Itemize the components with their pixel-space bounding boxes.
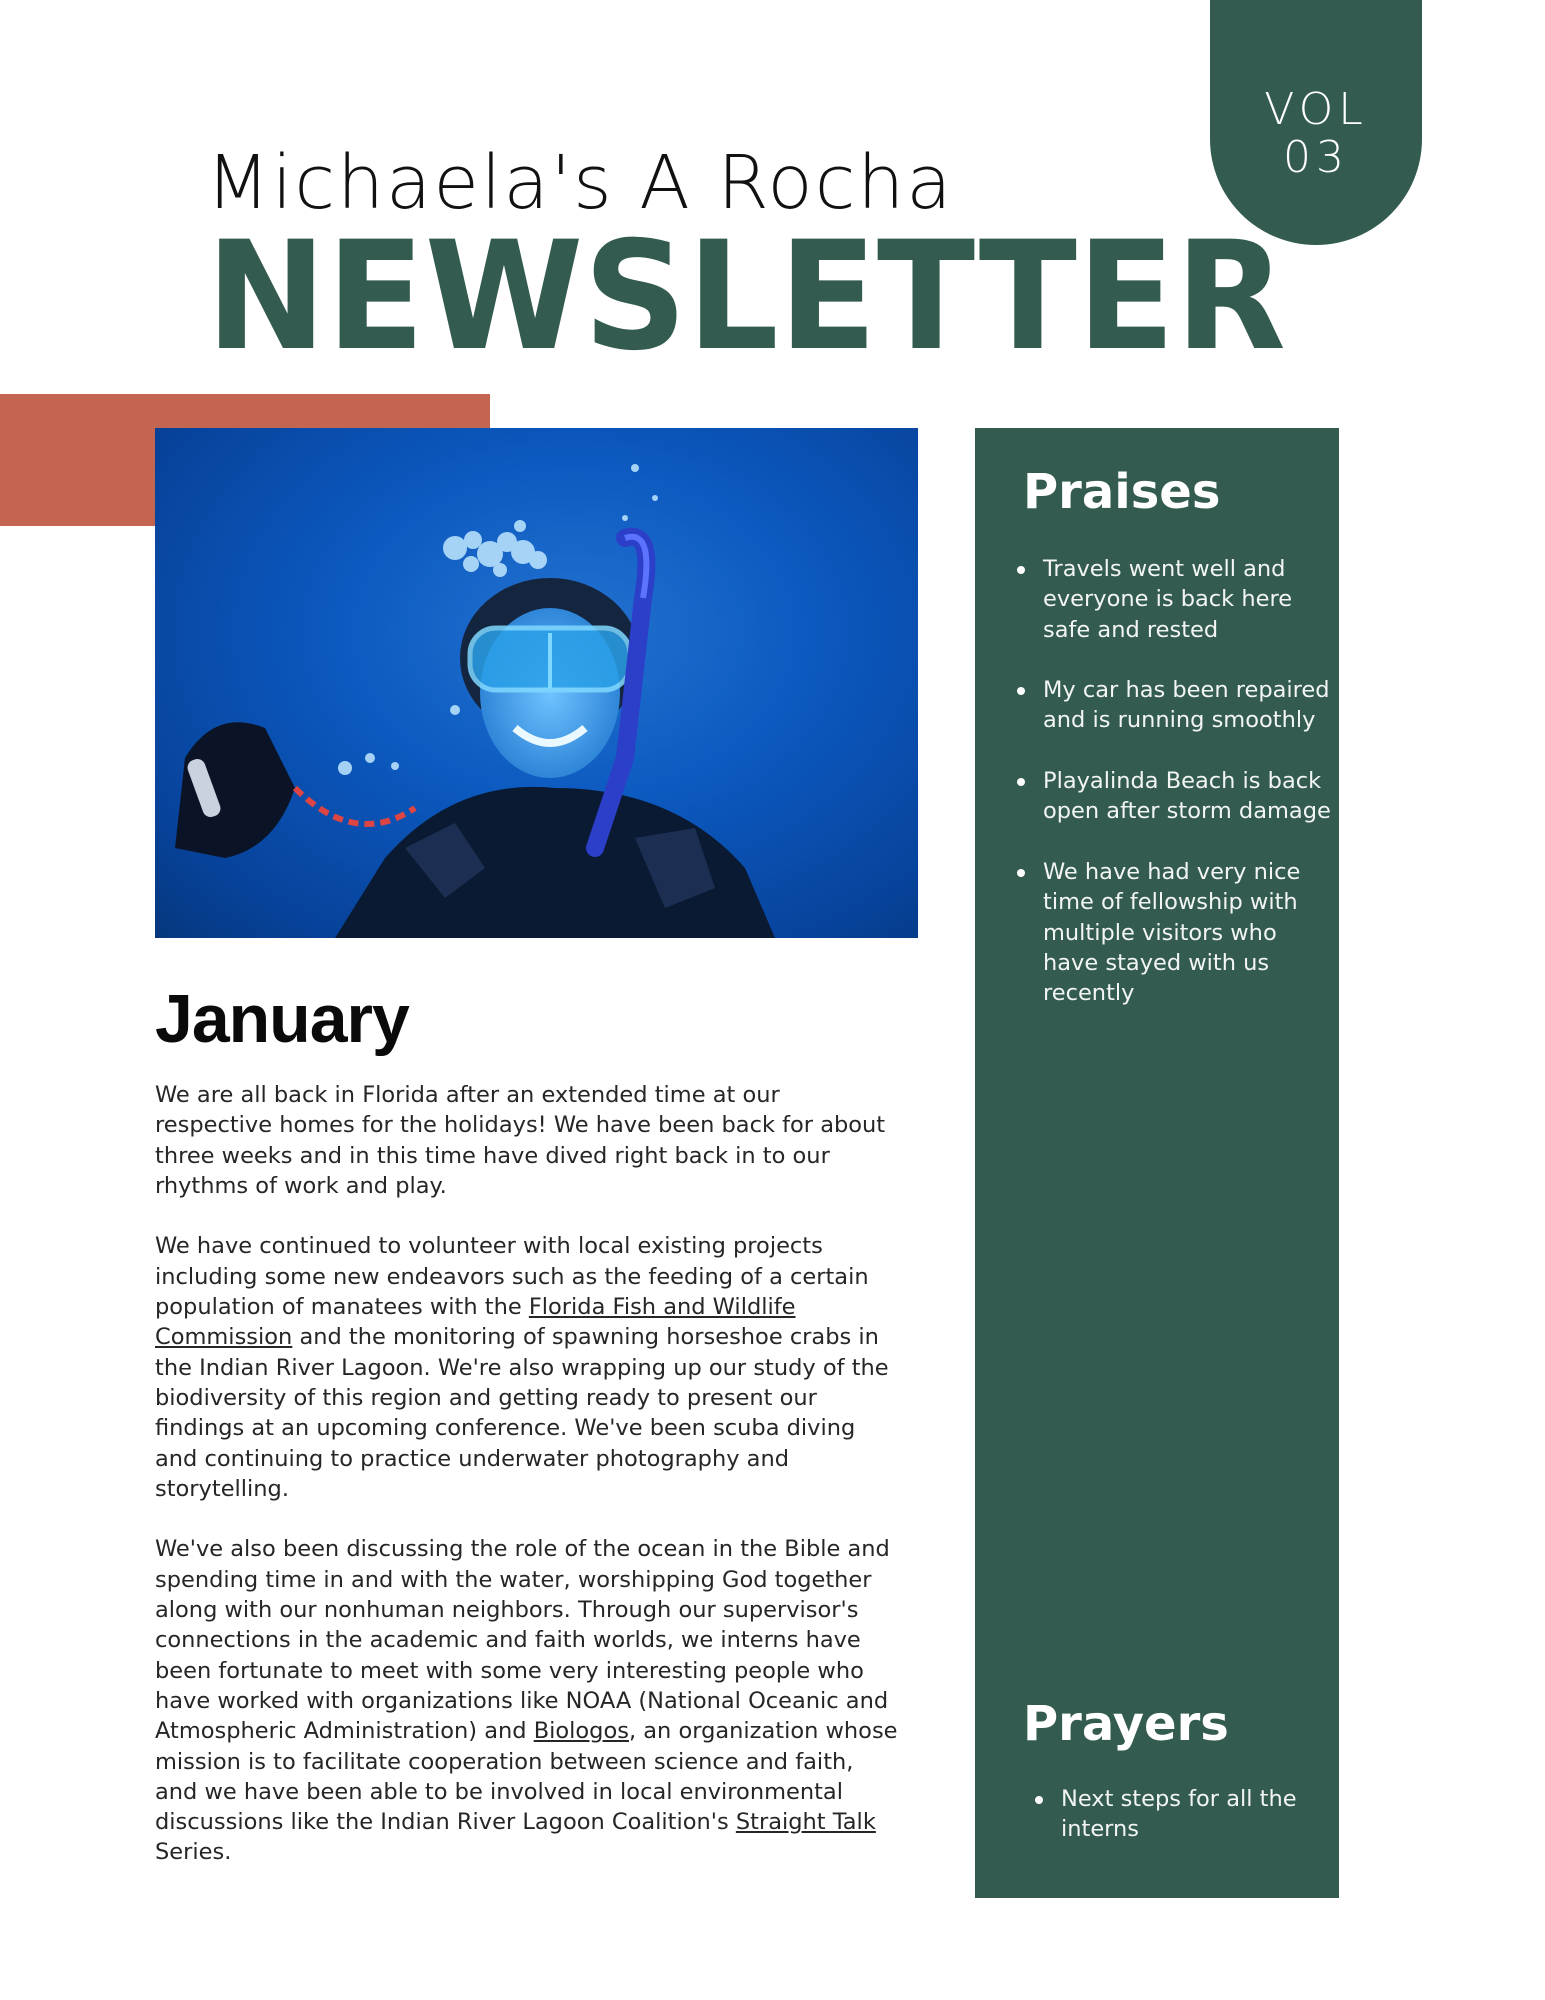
- praise-item: We have had very nice time of fellowship with multiple visitors who have stayed with us recently: [1043, 857, 1333, 1008]
- praise-item: Travels went well and everyone is back here safe and rested: [1043, 554, 1333, 645]
- article-paragraph-1: We are all back in Florida after an extended time at our respective homes for the holidays! We have been back for about three weeks and in this time have dived right back in to our rhythms of work and play.: [155, 1082, 886, 1199]
- praises-heading: Praises: [1023, 464, 1221, 520]
- article-text: Series.: [155, 1839, 232, 1866]
- florida-fish-wildlife-link[interactable]: Florida Fish and Wildlife Commission: [155, 1294, 796, 1351]
- article-text: We've also been discussing the role of the ocean in the Bible and spending time in and with the water, worshipping God together along with our nonhuman neighbors. Through our supervisor's connections in the academic and faith worlds, we interns have been fortunate to meet with some very interesting people who have worked with organizations like NOAA (National Oceanic and Atmospheric Administration) and: [155, 1536, 890, 1745]
- praises-list: [1043, 554, 1333, 1039]
- article-text: , an organization whose mission is to facilitate cooperation between science and faith, and we have been able to be involved in local environmental discussions like the Indian River Lagoon Coalition's: [155, 1718, 898, 1836]
- praise-item: My car has been repaired and is running smoothly: [1043, 675, 1333, 736]
- article-body: [155, 1080, 900, 1898]
- biologos-link[interactable]: Biologos: [533, 1718, 629, 1745]
- article-paragraph-3: [155, 1534, 900, 1867]
- volume-badge: [1210, 0, 1422, 245]
- volume-number: 03: [1283, 132, 1349, 183]
- prayers-list: [1061, 1784, 1321, 1875]
- article-text: We have continued to volunteer with local existing projects including some new endeavors such as the feeding of a certain population of manatees with the: [155, 1233, 869, 1321]
- article-text: and the monitoring of spawning horseshoe crabs in the Indian River Lagoon. We're also wrapping up our study of the biodiversity of this region and getting ready to present our findings at an upcoming conference. We've been scuba diving and continuing to practice underwater photography and storytelling.: [155, 1324, 889, 1502]
- newsletter-title: [206, 230, 1286, 360]
- article-heading: January: [155, 981, 409, 1057]
- prayers-heading: Prayers: [1023, 1696, 1229, 1752]
- scuba-diver-photo: [155, 428, 918, 938]
- prayer-item: Next steps for all the interns: [1061, 1784, 1321, 1845]
- newsletter-subtitle: Michaela's A Rocha: [206, 140, 954, 226]
- article-paragraph-2: [155, 1231, 900, 1504]
- newsletter-title-text: NEWSLETTER: [206, 230, 1286, 360]
- sidebar-panel: [975, 428, 1339, 1898]
- praise-item: Playalinda Beach is back open after storm damage: [1043, 766, 1333, 827]
- straight-talk-link[interactable]: Straight Talk: [735, 1809, 876, 1836]
- volume-label: VOL: [1264, 84, 1368, 135]
